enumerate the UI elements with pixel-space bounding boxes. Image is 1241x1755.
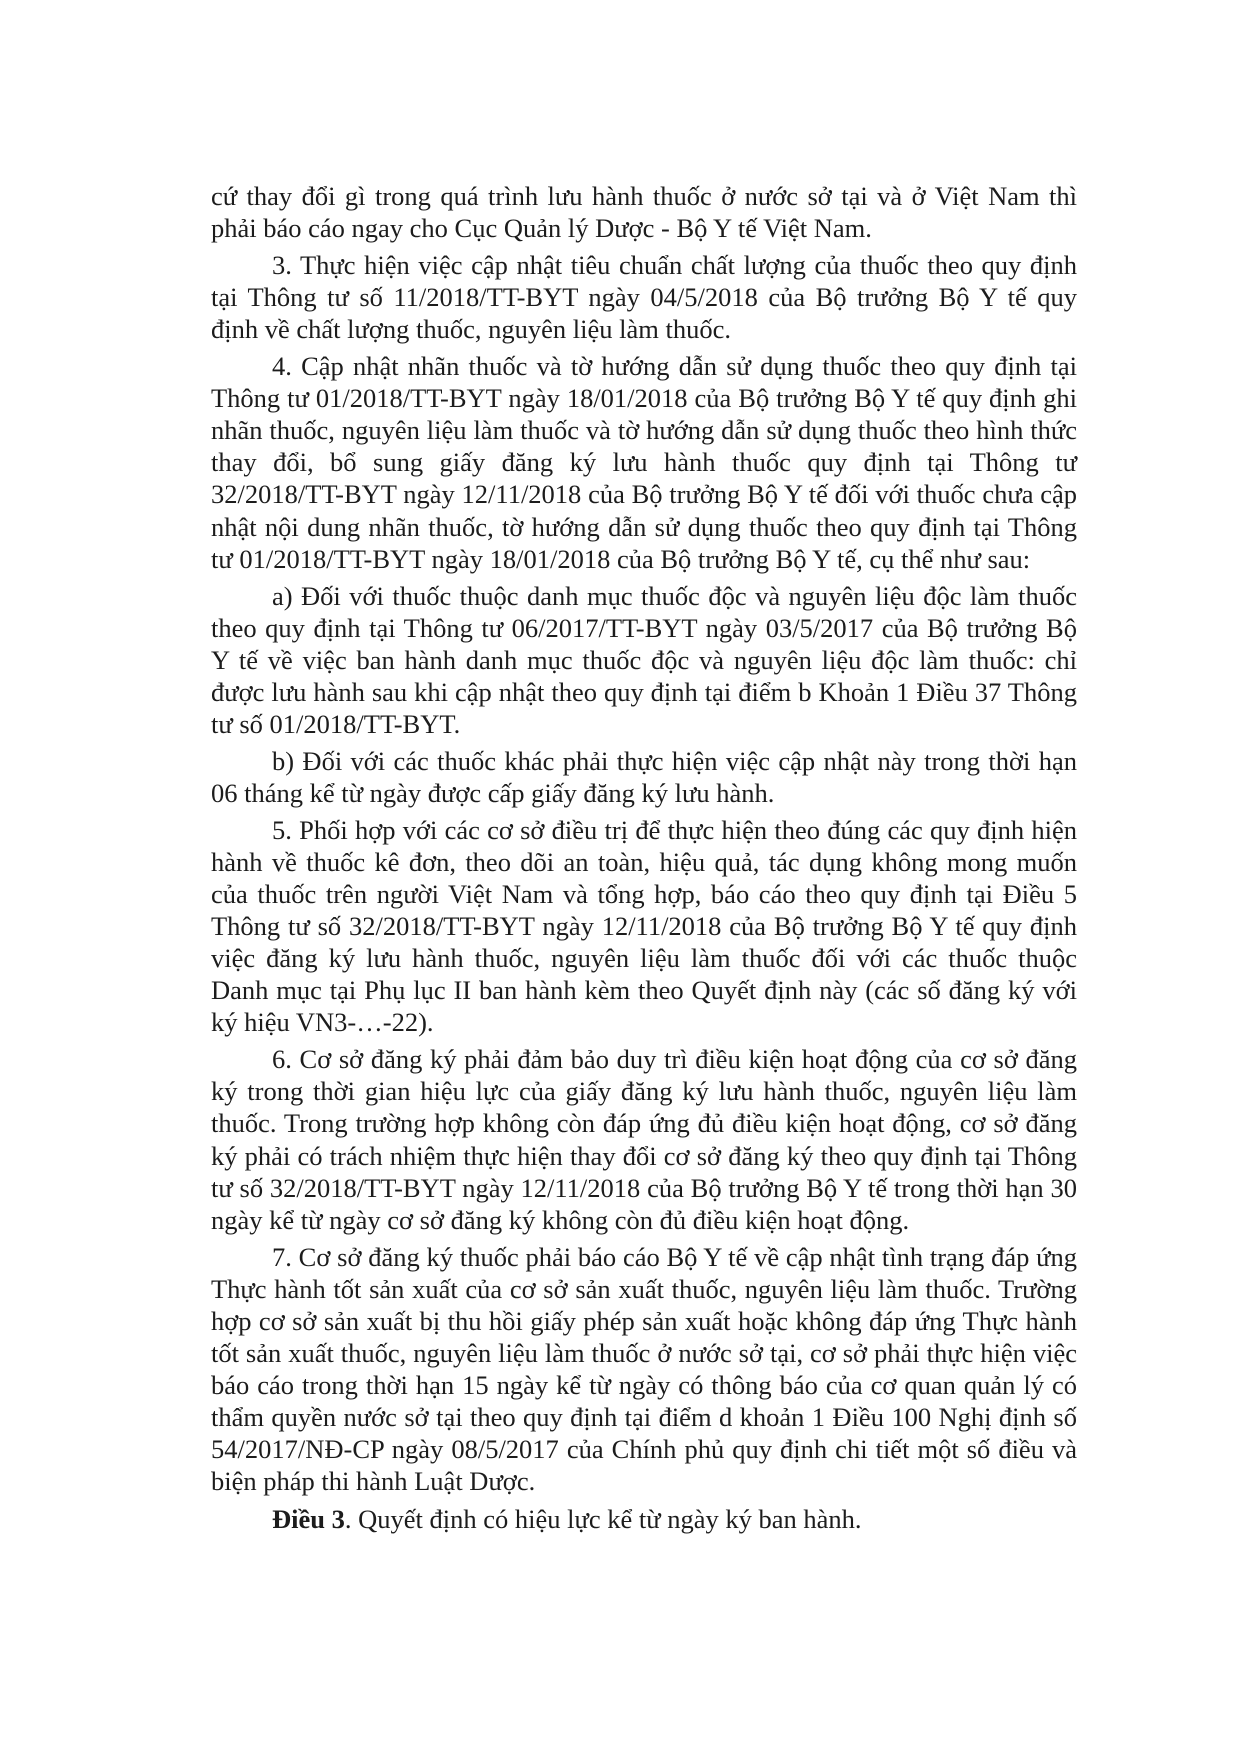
article-3-paragraph bbox=[211, 1503, 1077, 1535]
item-3-paragraph: 3. Thực hiện việc cập nhật tiêu chuẩn chất lượng của thuốc theo quy định tại Thông tư số 11/2018/TT-BYT ngày 04/5/2018 của Bộ trưởng Bộ Y tế quy định về chất lượng thuốc, nguyên liệu làm thuốc. bbox=[211, 249, 1077, 345]
article-3-label: Điều 3 bbox=[272, 1504, 345, 1535]
article-3-text: . Quyết định có hiệu lực kể từ ngày ký ban hành. bbox=[344, 1504, 862, 1535]
item-6-paragraph: 6. Cơ sở đăng ký phải đảm bảo duy trì điều kiện hoạt động của cơ sở đăng ký trong thời gian hiệu lực của giấy đăng ký lưu hành thuốc, nguyên liệu làm thuốc. Trong trường hợp không còn đáp ứng đủ điều kiện hoạt động, cơ sở đăng ký phải có trách nhiệm thực hiện thay đổi cơ sở đăng ký theo quy định tại Thông tư số 32/2018/TT-BYT ngày 12/11/2018 của Bộ trưởng Bộ Y tế trong thời hạn 30 ngày kể từ ngày cơ sở đăng ký không còn đủ điều kiện hoạt động. bbox=[211, 1044, 1077, 1235]
item-4a-paragraph: a) Đối với thuốc thuộc danh mục thuốc độc và nguyên liệu độc làm thuốc theo quy định tại Thông tư 06/2017/TT-BYT ngày 03/5/2017 của Bộ trưởng Bộ Y tế về việc ban hành danh mục thuốc độc và nguyên liệu độc làm thuốc: chỉ được lưu hành sau khi cập nhật theo quy định tại điểm b Khoản 1 Điều 37 Thông tư số 01/2018/TT-BYT. bbox=[211, 580, 1077, 739]
item-5-paragraph: 5. Phối hợp với các cơ sở điều trị để thực hiện theo đúng các quy định hiện hành về thuốc kê đơn, theo dõi an toàn, hiệu quả, tác dụng không mong muốn của thuốc trên người Việt Nam và tổng hợp, báo cáo theo quy định tại Điều 5 Thông tư số 32/2018/TT-BYT ngày 12/11/2018 của Bộ trưởng Bộ Y tế quy định việc đăng ký lưu hành thuốc, nguyên liệu làm thuốc đối với các thuốc thuộc Danh mục tại Phụ lục II ban hành kèm theo Quyết định này (các số đăng ký với ký hiệu VN3-…-22). bbox=[211, 814, 1077, 1038]
document-body bbox=[211, 180, 1077, 1540]
continuation-paragraph: cứ thay đổi gì trong quá trình lưu hành thuốc ở nước sở tại và ở Việt Nam thì phải báo cáo ngay cho Cục Quản lý Dược - Bộ Y tế Việt Nam. bbox=[211, 181, 1077, 244]
item-4-paragraph: 4. Cập nhật nhãn thuốc và tờ hướng dẫn sử dụng thuốc theo quy định tại Thông tư 01/2018/TT-BYT ngày 18/01/2018 của Bộ trưởng Bộ Y tế quy định ghi nhãn thuốc, nguyên liệu làm thuốc và tờ hướng dẫn sử dụng thuốc theo hình thức thay đổi, bổ sung giấy đăng ký lưu hành thuốc quy định tại Thông tư 32/2018/TT-BYT ngày 12/11/2018 của Bộ trưởng Bộ Y tế đối với thuốc chưa cập nhật nội dung nhãn thuốc, tờ hướng dẫn sử dụng thuốc theo quy định tại Thông tư 01/2018/TT-BYT ngày 18/01/2018 của Bộ trưởng Bộ Y tế, cụ thể như sau: bbox=[211, 351, 1077, 574]
item-7-paragraph: 7. Cơ sở đăng ký thuốc phải báo cáo Bộ Y tế về cập nhật tình trạng đáp ứng Thực hành tốt sản xuất của cơ sở sản xuất thuốc, nguyên liệu làm thuốc. Trường hợp cơ sở sản xuất bị thu hồi giấy phép sản xuất hoặc không đáp ứng Thực hành tốt sản xuất thuốc, nguyên liệu làm thuốc ở nước sở tại, cơ sở phải thực hiện việc báo cáo trong thời hạn 15 ngày kể từ ngày có thông báo của cơ quan quản lý có thẩm quyền nước sở tại theo quy định tại điểm d khoản 1 Điều 100 Nghị định số 54/2017/NĐ-CP ngày 08/5/2017 của Chính phủ quy định chi tiết một số điều và biện pháp thi hành Luật Dược. bbox=[211, 1241, 1077, 1497]
item-4b-paragraph: b) Đối với các thuốc khác phải thực hiện việc cập nhật này trong thời hạn 06 tháng kể từ ngày được cấp giấy đăng ký lưu hành. bbox=[211, 745, 1077, 808]
